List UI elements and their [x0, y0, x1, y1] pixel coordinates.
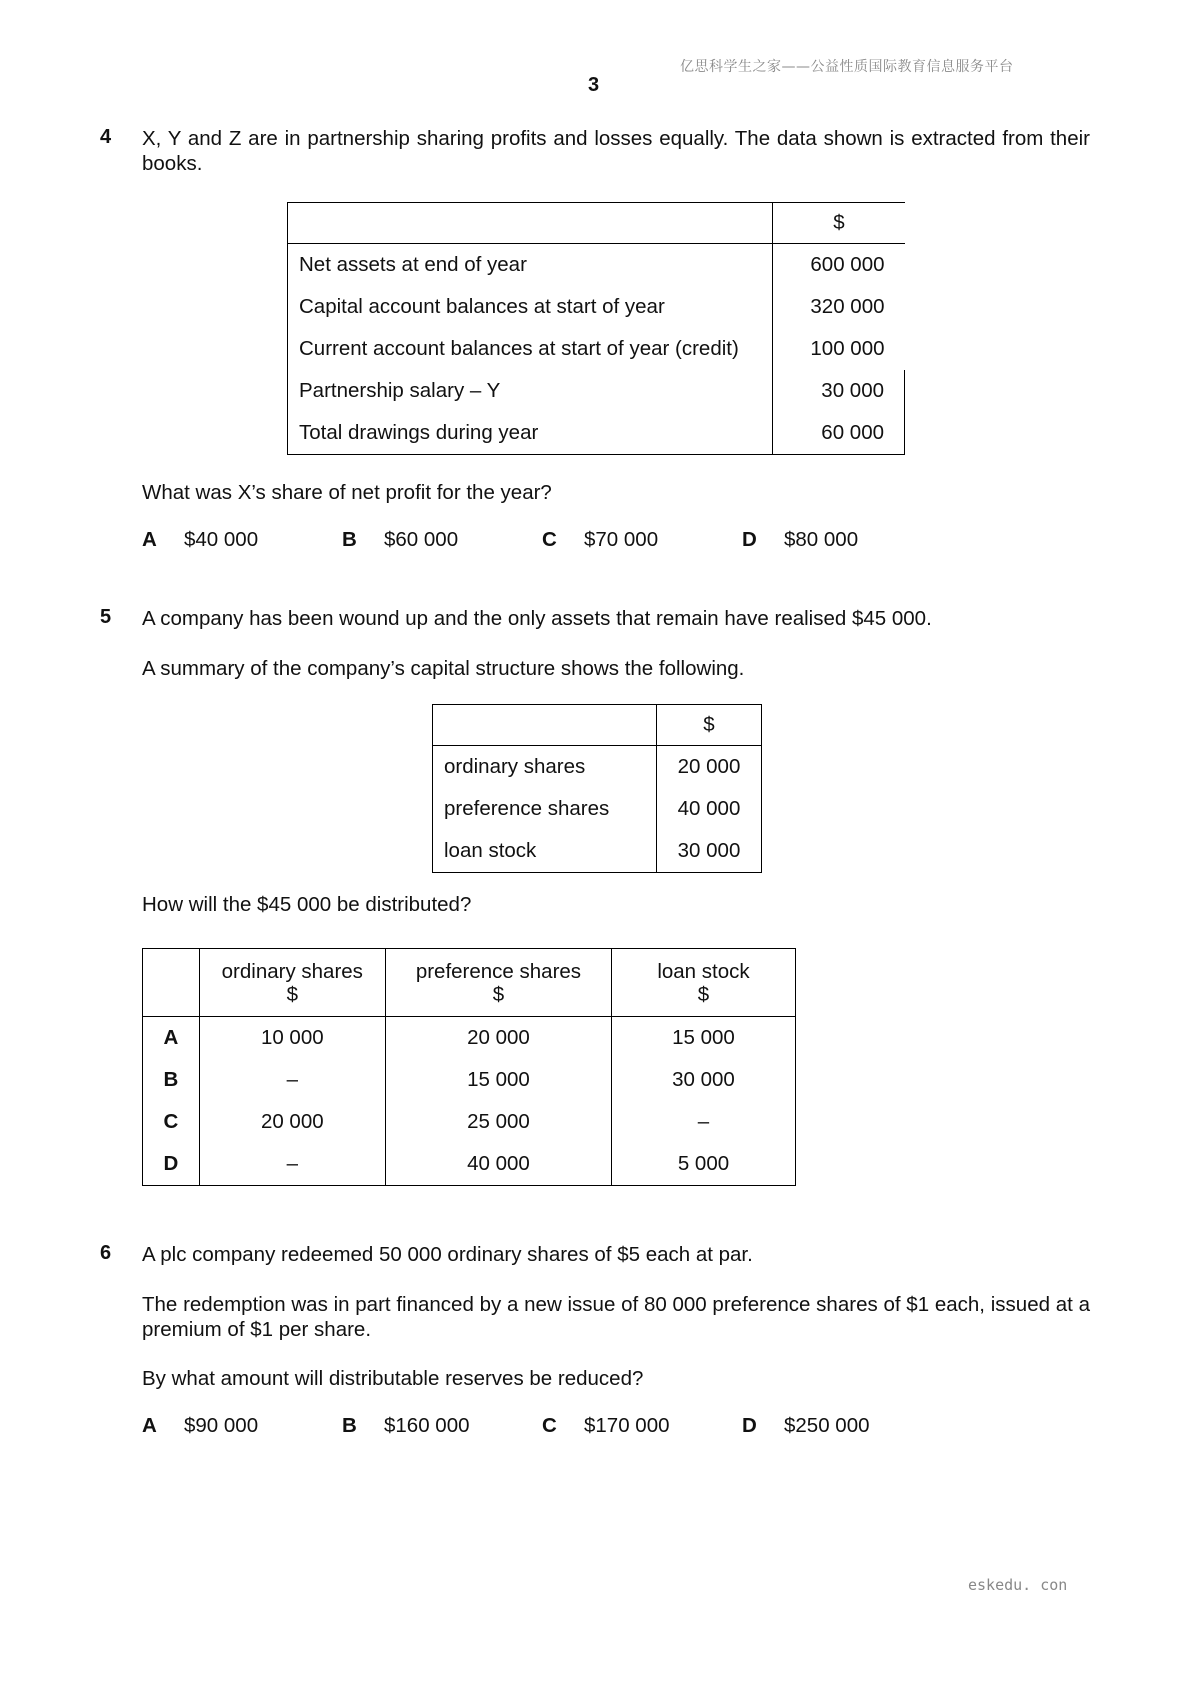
option-key: A — [142, 1414, 157, 1437]
table-row — [433, 830, 762, 873]
option-key: A — [143, 1017, 200, 1060]
table-row — [433, 788, 762, 830]
cell-value: 40 000 — [385, 1143, 611, 1186]
cell-value: 20 000 — [385, 1017, 611, 1060]
question-6-number: 6 — [100, 1242, 112, 1264]
option-key: D — [742, 528, 757, 551]
distribution-options-table — [142, 948, 796, 1186]
table-header-blank — [433, 705, 657, 746]
row-label: preference shares — [433, 788, 657, 830]
cell-value: 30 000 — [611, 1059, 795, 1101]
row-value: 20 000 — [677, 755, 741, 778]
cell-value: – — [199, 1059, 385, 1101]
option-c[interactable] — [542, 528, 658, 552]
option-value: $60 000 — [384, 528, 459, 551]
option-key: D — [143, 1143, 200, 1186]
row-label: Partnership salary – Y — [288, 370, 773, 412]
row-label: Net assets at end of year — [288, 244, 773, 287]
table-row — [288, 244, 905, 287]
option-a[interactable] — [142, 528, 258, 552]
column-name: loan stock — [657, 959, 750, 983]
option-row-a[interactable] — [143, 1017, 796, 1060]
table-row — [288, 412, 905, 455]
option-c[interactable] — [542, 1414, 670, 1438]
option-value: $250 000 — [784, 1414, 870, 1437]
column-unit: $ — [286, 982, 298, 1006]
cell-value: 15 000 — [385, 1059, 611, 1101]
column-unit: $ — [492, 982, 505, 1006]
row-label: Current account balances at start of year (credit) — [288, 328, 773, 370]
currency-header: $ — [773, 203, 905, 244]
page-number: 3 — [588, 74, 600, 96]
table-header-row — [288, 203, 905, 244]
option-key: C — [143, 1101, 200, 1143]
partnership-data-table — [287, 202, 905, 455]
table-row — [288, 370, 905, 412]
row-label: ordinary shares — [433, 746, 657, 789]
option-key: B — [342, 1414, 357, 1437]
column-name: ordinary shares — [221, 959, 363, 983]
row-value: 30 000 — [677, 839, 741, 862]
table-header-blank — [288, 203, 773, 244]
column-header — [385, 949, 611, 1017]
cell-value: – — [199, 1143, 385, 1186]
option-b[interactable] — [342, 1414, 470, 1438]
option-value: $80 000 — [784, 528, 859, 551]
option-row-b[interactable] — [143, 1059, 796, 1101]
question-5-prompt: How will the $45 000 be distributed? — [142, 893, 472, 916]
option-row-d[interactable] — [143, 1143, 796, 1186]
table-row — [288, 328, 905, 370]
row-label: loan stock — [433, 830, 657, 873]
cell-value: 25 000 — [385, 1101, 611, 1143]
header-watermark: 亿思科学生之家——公益性质国际教育信息服务平台 — [680, 59, 1014, 75]
option-key: B — [342, 528, 357, 551]
question-4-number: 4 — [100, 126, 112, 148]
row-value: 30 000 — [773, 370, 905, 412]
capital-structure-table — [432, 704, 762, 873]
option-value: $40 000 — [184, 528, 259, 551]
footer-watermark: eskedu. con — [968, 1576, 1068, 1594]
question-4-text: X, Y and Z are in partnership sharing profits and losses equally. The data shown is extracted from their books. — [142, 127, 1090, 175]
option-key: C — [542, 528, 557, 551]
column-name: preference shares — [415, 959, 582, 983]
cell-value: 10 000 — [199, 1017, 385, 1060]
question-5-text: A company has been wound up and the only assets that remain have realised $45 000. — [142, 607, 932, 630]
table-header-row — [433, 705, 762, 746]
option-key: A — [142, 528, 157, 551]
option-key: C — [542, 1414, 557, 1437]
option-key: B — [143, 1059, 200, 1101]
option-value: $90 000 — [184, 1414, 259, 1437]
question-6-text: A plc company redeemed 50 000 ordinary shares of $5 each at par. — [142, 1243, 753, 1266]
column-header — [611, 949, 795, 1017]
row-value: 100 000 — [773, 328, 905, 370]
cell-value: 20 000 — [199, 1101, 385, 1143]
cell-value: 5 000 — [611, 1143, 795, 1186]
row-value: 60 000 — [773, 412, 905, 455]
row-label: Capital account balances at start of year — [288, 286, 773, 328]
question-6-text-2: The redemption was in part financed by a new issue of 80 000 preference shares of $1 each, issued at a premium of $1 per share. — [142, 1293, 1090, 1341]
option-key: D — [742, 1414, 757, 1437]
option-d[interactable] — [742, 528, 858, 552]
table-row — [288, 286, 905, 328]
option-b[interactable] — [342, 528, 458, 552]
row-label: Total drawings during year — [288, 412, 773, 455]
table-row — [433, 746, 762, 789]
question-4-prompt: What was X’s share of net profit for the year? — [142, 481, 552, 504]
row-value: 600 000 — [773, 244, 905, 287]
option-value: $170 000 — [584, 1414, 670, 1437]
option-d[interactable] — [742, 1414, 870, 1438]
question-5-text-2: A summary of the company’s capital structure shows the following. — [142, 657, 745, 680]
column-unit: $ — [697, 982, 710, 1006]
column-header — [199, 949, 385, 1017]
option-row-c[interactable] — [143, 1101, 796, 1143]
currency-header: $ — [657, 705, 762, 746]
table-header-row — [143, 949, 796, 1017]
question-6-prompt: By what amount will distributable reserves be reduced? — [142, 1367, 644, 1390]
question-5-number: 5 — [100, 606, 112, 628]
table-header-blank — [143, 949, 200, 1017]
row-value: 40 000 — [677, 797, 741, 820]
option-value: $160 000 — [384, 1414, 470, 1437]
cell-value: – — [611, 1101, 795, 1143]
option-a[interactable] — [142, 1414, 258, 1438]
cell-value: 15 000 — [611, 1017, 795, 1060]
option-value: $70 000 — [584, 528, 659, 551]
row-value: 320 000 — [773, 286, 905, 328]
